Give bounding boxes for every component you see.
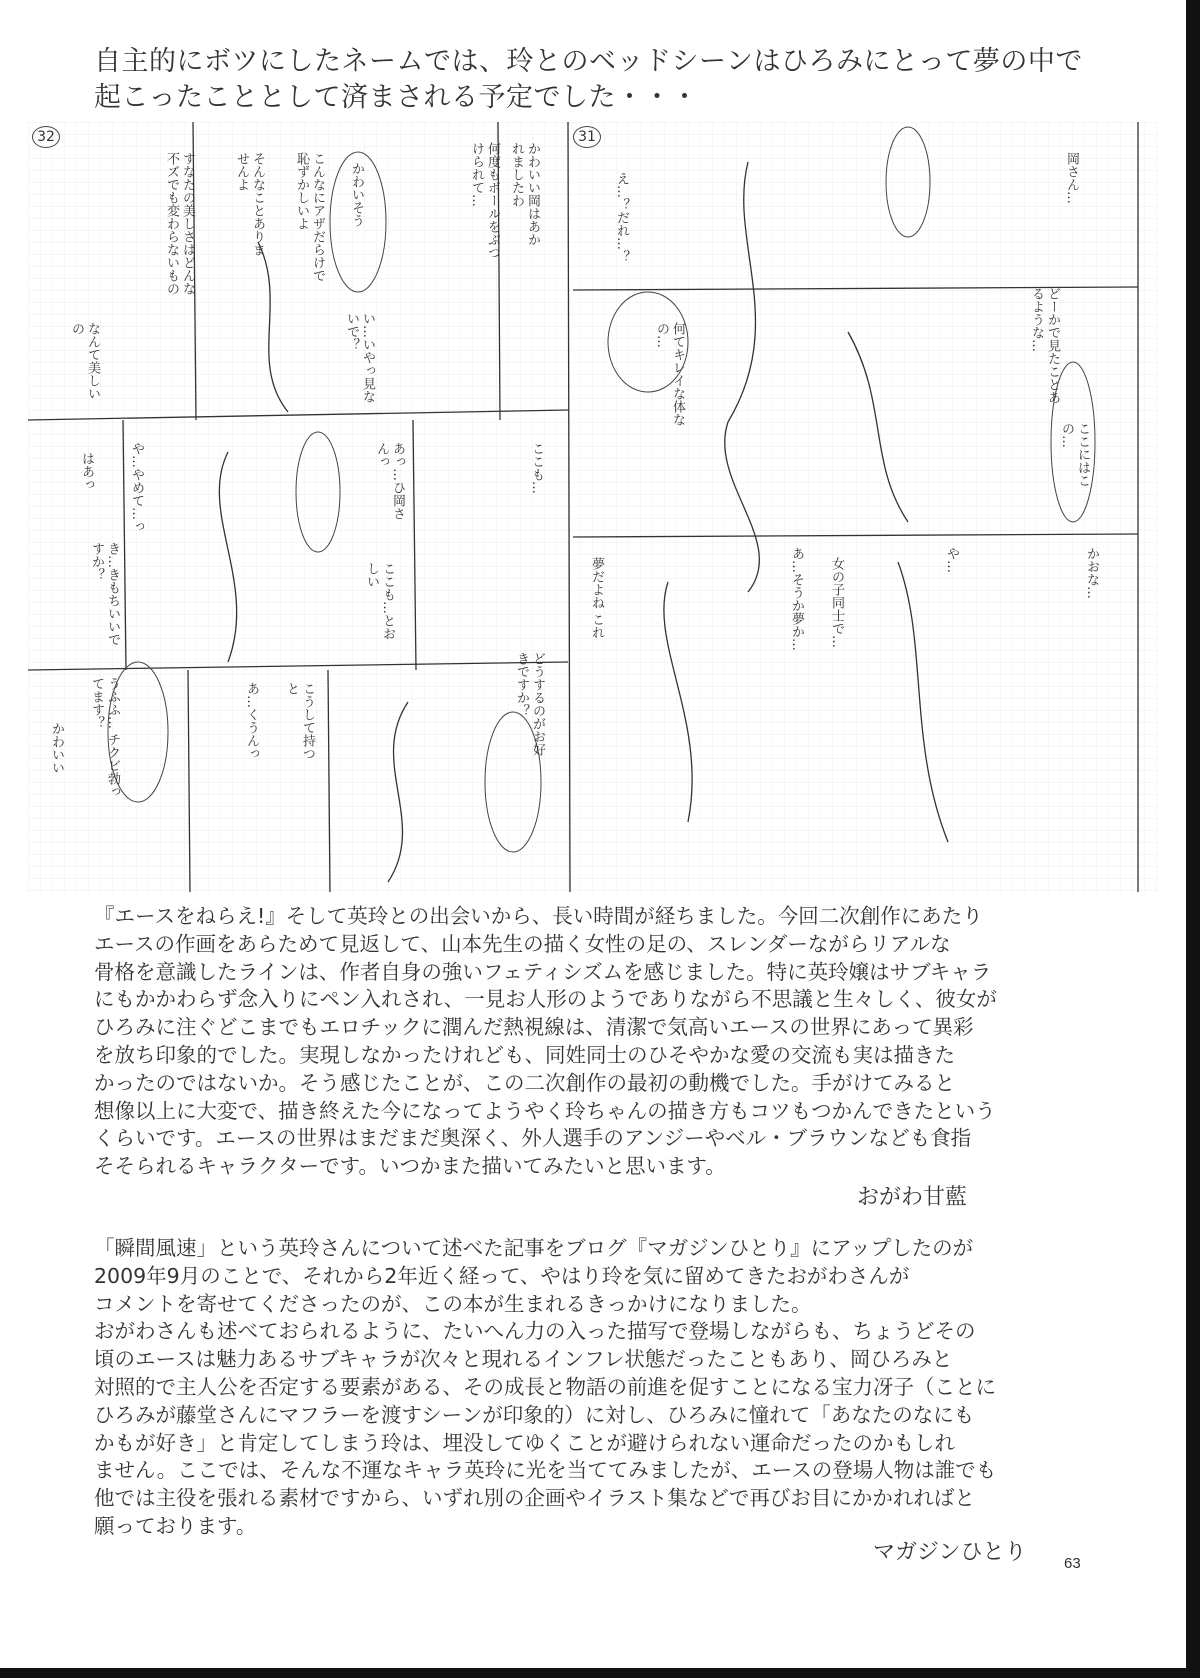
storyboard-sketch — [28, 122, 1158, 892]
page-number: 63 — [1064, 1555, 1081, 1572]
speech-balloon: うふふ… チクビ勃ってます？ — [89, 677, 120, 799]
page-label-31: 31 — [573, 126, 601, 148]
speech-balloon: なんて美しいの — [69, 322, 100, 400]
text-line: くらいです。エースの世界はまだまだ奥深く、外人選手のアンジーやベル・ブラウンなども食指 — [94, 1126, 972, 1151]
speech-balloon: 何てキレイな体なの… — [654, 322, 685, 426]
speech-balloon: こんなにアザだらけで恥ずかしいよ — [294, 152, 325, 282]
text-line: 「瞬間風速」という英玲さんについて述べた記事をブログ『マガジンひとり』にアップしたのが — [94, 1236, 974, 1260]
speech-balloon: かおな… — [1084, 547, 1099, 599]
speech-balloon: や… — [944, 547, 959, 573]
speech-balloon: こうして持つと — [284, 682, 315, 760]
heading-line: 起こったこととして済まされる予定でした・・・ — [94, 82, 699, 113]
heading-line: 自主的にボツにしたネームでは、玲とのベッドシーンはひろみにとって夢の中で — [94, 46, 1083, 77]
speech-balloon: ここも… — [529, 442, 544, 494]
signature-ogawa: おがわ甘藍 — [857, 1185, 968, 1210]
text-line: コメントを寄せてくださったのが、この本が生まれるきっかけになりました。 — [94, 1291, 812, 1316]
text-line: 骨格を意識したラインは、作者自身の強いフェティシズムを感じました。特に英玲嬢はサブキャラ — [94, 959, 992, 984]
signature-magazine: マガジンひとり — [873, 1540, 1027, 1565]
speech-balloon: や…やめて…っ — [129, 442, 144, 533]
text-line: ひろみが藤堂さんにマフラーを渡すシーンが印象的）に対し、ひろみに憧れて「あなたのなにも — [94, 1402, 975, 1427]
speech-balloon: あ…そうか夢か… — [789, 547, 804, 651]
afterword-ogawa — [94, 903, 997, 1181]
text-line: 『エースをねらえ!』そして英玲との出会いから、長い時間が経ちました。今回二次創作にあたり — [94, 904, 983, 928]
speech-balloon: そんなことありませんよ — [234, 152, 265, 256]
text-line: かったのではないか。そう感じたことが、この二次創作の最初の動機でした。手がけてみると — [94, 1070, 955, 1095]
text-line: ません。ここでは、そんな不運なキャラ英玲に光を当ててみましたが、エースの登場人物は誰でも — [94, 1458, 997, 1483]
speech-balloon: どうするのがお好きですか？ — [514, 652, 545, 756]
text-line: 想像以上に大変で、描き終えた今になってようやく玲ちゃんの描き方もコツもつかんできたという — [94, 1098, 996, 1123]
speech-balloon: ここにはこの… — [1059, 422, 1090, 487]
speech-balloon: え…？だれ…？ — [614, 172, 629, 263]
page-label-32: 32 — [32, 126, 60, 148]
text-line: 願っております。 — [94, 1513, 257, 1538]
speech-balloon: き…きもちいいですか？ — [89, 542, 120, 646]
text-line: かもが好き」と肯定してしまう玲は、埋没してゆくことが避けられない運命だったのかもしれ — [94, 1430, 955, 1455]
speech-balloon: ここも…とおしい — [364, 562, 395, 640]
text-line: そそられるキャラクターです。いつかまた描いてみたいと思います。 — [94, 1154, 726, 1179]
speech-balloon: すなたの美しさはどんな不ズでも変わらないもの — [164, 152, 195, 295]
page-heading — [94, 44, 1134, 116]
speech-balloon: かわいい — [49, 722, 64, 774]
speech-balloon: はあっ — [79, 452, 94, 491]
text-line: おがわさんも述べておられるように、たいへん力の入った描写で登場しながらも、ちょうどその — [94, 1319, 976, 1344]
scan-edge — [1186, 0, 1200, 1678]
text-line: 対照的で主人公を否定する要素がある、その成長と物語の前進を促すことになる宝力冴子（ことに — [94, 1374, 996, 1399]
speech-balloon: 女の子同士で… — [829, 557, 844, 648]
speech-balloon: どーかで見たことあるような… — [1029, 287, 1060, 404]
speech-balloon: かわいい岡はあかれましたわ — [509, 142, 540, 246]
text-line: にもかかわらず念入りにペン入れされ、一見お人形のようでありながら不思議と生々しく、彼女が — [94, 987, 997, 1012]
text-line: エースの作画をあらためて見返して、山本先生の描く女性の足の、スレンダーながらリアルな — [94, 931, 951, 956]
speech-balloon: あ…くうんっ — [244, 682, 259, 760]
speech-balloon: 岡さん… — [1064, 152, 1079, 204]
scan-edge-bottom — [0, 1668, 1200, 1678]
text-line: 頃のエースは魅力あるサブキャラが次々と現れるインフレ状態だったこともあり、岡ひろみと — [94, 1347, 953, 1372]
text-line: 2009年9月のことで、それから2年近く経って、やはり玲を気に留めてきたおがわさんが — [94, 1263, 910, 1288]
speech-balloon: 夢だよね これ — [589, 557, 604, 640]
speech-balloon: 何度もボールをぶつけられて… — [469, 142, 500, 259]
speech-balloon: あっ…ひ岡さんっ — [374, 442, 405, 520]
text-line: ひろみに注ぐどこまでもエロチックに潤んだ熱視線は、清潔で気高いエースの世界にあって異彩 — [94, 1015, 974, 1040]
text-line: 他では主役を張れる素材ですから、いずれ別の企画やイラスト集などで再びお目にかかれればと — [94, 1486, 975, 1511]
text-line: を放ち印象的でした。実現しなかったけれども、同姓同士のひそやかな愛の交流も実は描きた — [94, 1042, 955, 1067]
speech-balloon: かわいそう — [349, 162, 364, 227]
sketch-grid — [28, 122, 1158, 892]
speech-balloon: い…いやっ見ないで？ — [344, 312, 375, 403]
afterword-magazine — [94, 1235, 996, 1541]
